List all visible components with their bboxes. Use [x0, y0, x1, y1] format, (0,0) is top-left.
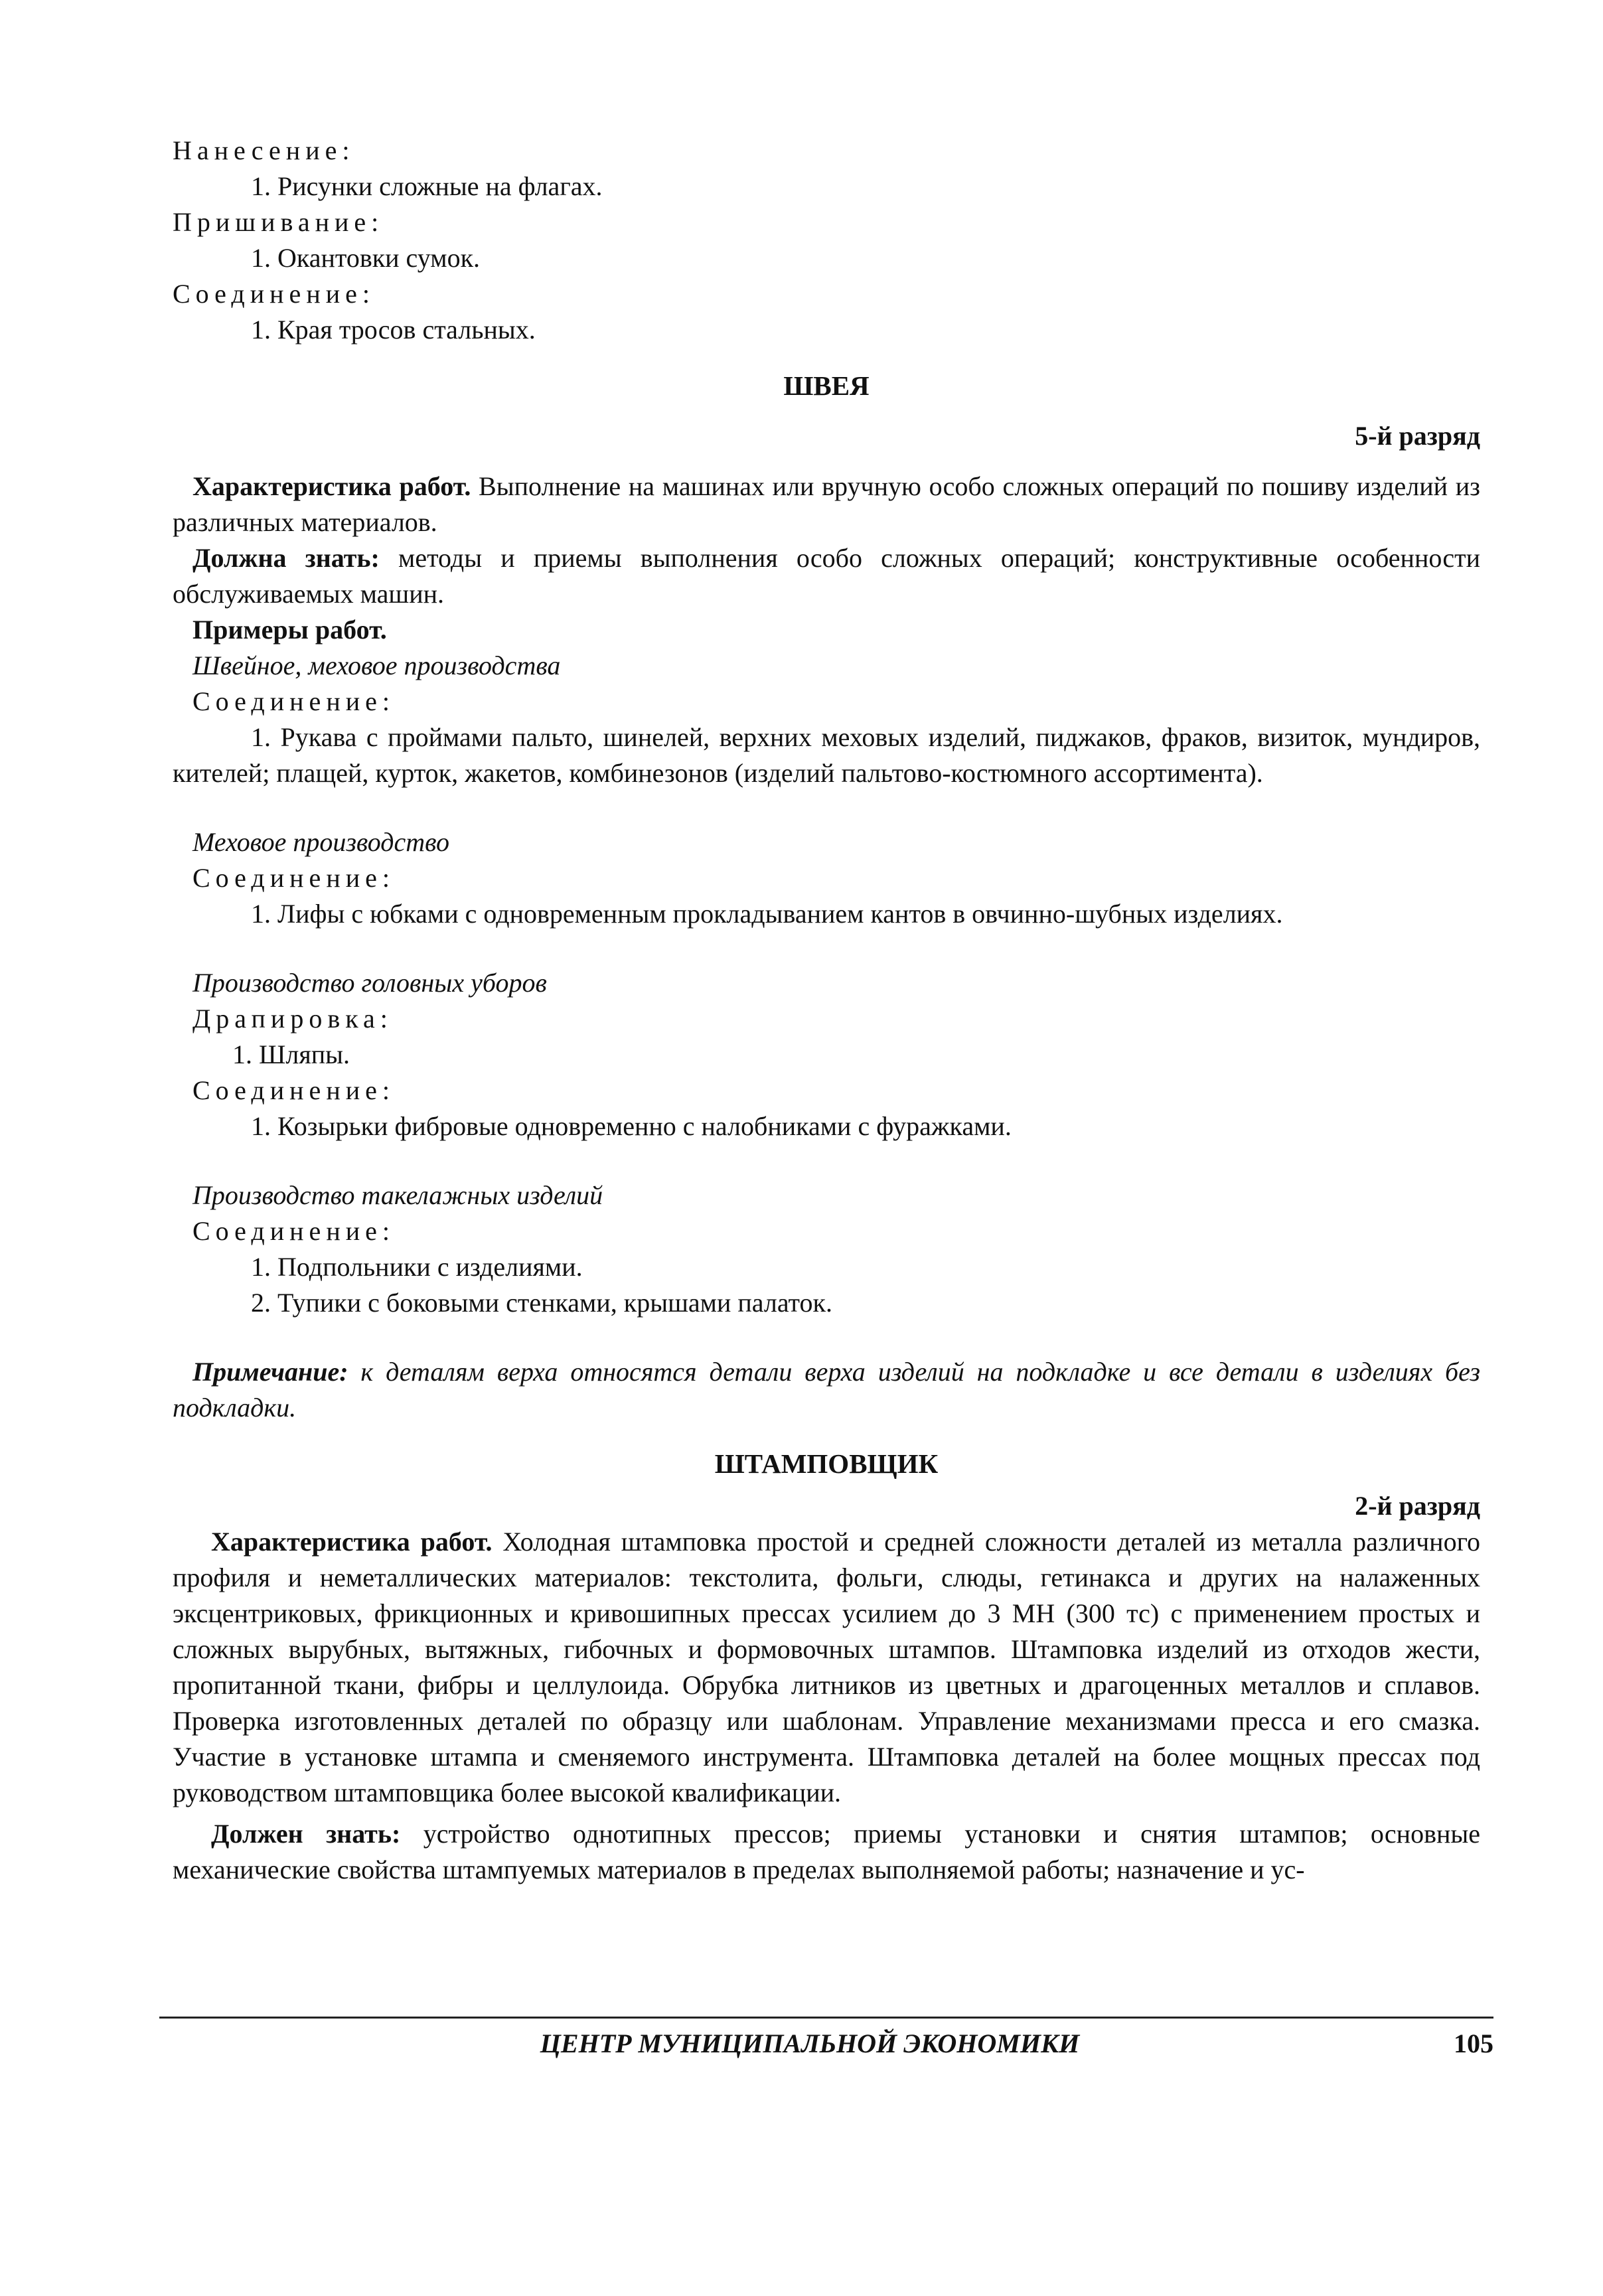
grade-shtampovshik: 2-й разряд	[1355, 1491, 1480, 1521]
operation-label: Соединение:	[192, 1075, 395, 1105]
note-text: к деталям верха относятся детали верха изделий на подкладке и все детали в изделиях без подкладки.	[173, 1357, 1480, 1422]
operation-label: Соединение:	[173, 279, 375, 309]
production-heading: Меховое производство	[192, 827, 449, 857]
page-content	[173, 133, 1480, 1888]
operation-label: Соединение:	[192, 686, 395, 716]
operation-item: 1. Подпольники с изделиями.	[251, 1252, 583, 1282]
page-number: 105	[1454, 2028, 1493, 2058]
operation-item: 1. Шляпы.	[232, 1039, 350, 1069]
production-heading: Производство головных уборов	[192, 968, 547, 998]
shtampovshik-characteristics	[173, 1524, 1480, 1811]
footer-title: ЦЕНТР МУНИЦИПАЛЬНОЙ ЭКОНОМИКИ	[540, 2028, 1080, 2058]
operation-label: Соединение:	[192, 863, 395, 893]
operation-item: 1. Рукава с проймами пальто, шинелей, верхних меховых изделий, пиджаков, фраков, визиток, мундиров, кителей; плащей, курток, жакетов, комбинезонов (изделий пальтово-костюмного ассортимента).	[173, 722, 1480, 788]
operation-label: Соединение:	[192, 1216, 395, 1246]
section-title-shtampovshik: ШТАМПОВЩИК	[714, 1448, 939, 1479]
examples-heading: Примеры работ.	[192, 615, 387, 645]
production-heading: Швейное, меховое производства	[192, 651, 561, 680]
operation-item: 1. Рисунки сложные на флагах.	[251, 171, 603, 201]
characteristics-label: Характеристика работ.	[192, 471, 471, 501]
operation-item: 2. Тупики с боковыми стенками, крышами палаток.	[251, 1288, 832, 1318]
grade-shveya: 5-й разряд	[1355, 421, 1480, 451]
shtampovshik-knowledge	[173, 1816, 1480, 1888]
shveya-note	[173, 1354, 1480, 1426]
section-title-shveya: ШВЕЯ	[783, 370, 870, 401]
note-label: Примечание:	[192, 1357, 348, 1387]
characteristics-label: Характеристика работ.	[211, 1527, 493, 1557]
knowledge-text: методы и приемы выполнения особо сложных операций; конструктивные особенности обслуживаемых машин.	[173, 543, 1480, 609]
characteristics-text: Холодная штамповка простой и средней сложности деталей из металла различного профиля и неметаллических материалов: текстолита, фольги, слюды, гетинакса и других на налаженных эксцентриковых, фрикционных и кривошипных прессах усилием до 3 МН (300 тс) с применением простых и сложных вырубных, вытяжных, гибочных и формовочных штампов. Штамповка изделий из отходов жести, пропитанной ткани, фибры и целлулоида. Обрубка литников из цветных и драгоценных металлов и сплавов. Проверка изготовленных деталей по образцу или шаблонам. Управление механизмами пресса и его смазка. Участие в установке штампа и сменяемого инструмента. Штамповка деталей на более мощных прессах под руководством штамповщика более высокой квалификации.	[173, 1527, 1480, 1807]
operation-item: 1. Окантовки сумок.	[251, 243, 480, 273]
knowledge-label: Должен знать:	[211, 1819, 401, 1849]
shveya-knowledge	[173, 540, 1480, 612]
knowledge-label: Должна знать:	[192, 543, 380, 573]
operation-item: 1. Лифы с юбками с одновременным прокладыванием кантов в овчинно-шубных изделиях.	[251, 899, 1283, 929]
production-heading: Производство такелажных изделий	[192, 1180, 603, 1210]
operation-label: Драпировка:	[192, 1004, 393, 1033]
footer-divider	[159, 2017, 1493, 2019]
operation-label: Нанесение:	[173, 135, 355, 165]
operation-item: 1. Края тросов стальных.	[251, 315, 536, 344]
operation-label: Пришивание:	[173, 207, 384, 237]
operation-item: 1. Козырьки фибровые одновременно с налобниками с фуражками.	[251, 1111, 1012, 1141]
characteristics-text: Выполнение на машинах или вручную особо сложных операций по пошиву изделий из различных материалов.	[173, 471, 1480, 537]
shveya-characteristics	[173, 469, 1480, 540]
knowledge-text: устройство однотипных прессов; приемы установки и снятия штампов; основные механические свойства штампуемых материалов в пределах выполняемой работы; назначение и ус-	[173, 1819, 1480, 1884]
